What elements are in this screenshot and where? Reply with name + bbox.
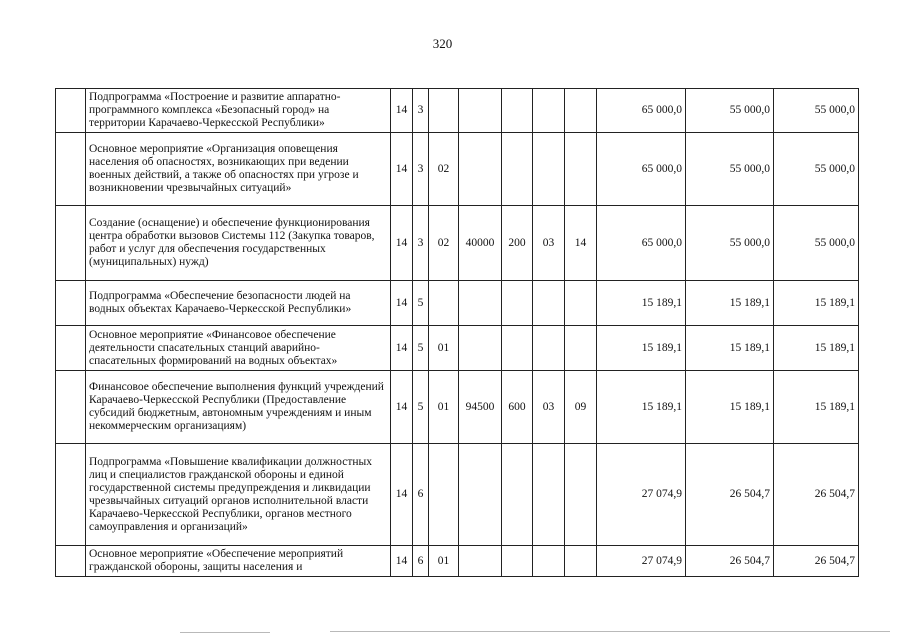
amount-year-3-cell: 26 504,7 bbox=[774, 546, 859, 577]
expense-type-cell bbox=[502, 326, 533, 371]
subsection-cell bbox=[565, 133, 597, 206]
subsection-cell bbox=[565, 546, 597, 577]
item-name-cell: Подпрограмма «Обеспечение безопасности людей на водных объектах Карачаево-Черкесской Республики» bbox=[86, 281, 391, 326]
amount-year-2-cell: 55 000,0 bbox=[686, 133, 774, 206]
amount-year-1-cell: 15 189,1 bbox=[597, 326, 686, 371]
scan-artifact-line bbox=[330, 631, 890, 632]
subsection-code-cell: 5 bbox=[413, 281, 429, 326]
subsection-cell: 09 bbox=[565, 371, 597, 444]
item-name-cell: Финансовое обеспечение выполнения функций учреждений Карачаево-Черкесской Республики (Предоставление субсидий бюджетным, автономным учреждениям и иным некоммерческим организациям) bbox=[86, 371, 391, 444]
item-name-cell: Подпрограмма «Построение и развитие аппаратно-программного комплекса «Безопасный город» на территории Карачаево-Черкесской Республики» bbox=[86, 89, 391, 133]
item-name-cell: Основное мероприятие «Финансовое обеспечение деятельности спасательных станций аварийно-спасательных формирований на водных объектах» bbox=[86, 326, 391, 371]
section-cell bbox=[533, 281, 565, 326]
section-code-cell: 14 bbox=[391, 326, 413, 371]
program-code-cell: 01 bbox=[429, 371, 459, 444]
direction-code-cell: 94500 bbox=[459, 371, 502, 444]
row-number-cell bbox=[56, 89, 86, 133]
subsection-cell bbox=[565, 281, 597, 326]
table-row bbox=[56, 326, 859, 371]
program-code-cell: 01 bbox=[429, 326, 459, 371]
amount-year-1-cell: 65 000,0 bbox=[597, 133, 686, 206]
amount-year-1-cell: 15 189,1 bbox=[597, 281, 686, 326]
direction-code-cell bbox=[459, 281, 502, 326]
row-number-cell bbox=[56, 326, 86, 371]
subsection-code-cell: 3 bbox=[413, 133, 429, 206]
program-code-cell bbox=[429, 444, 459, 546]
table-row bbox=[56, 89, 859, 133]
amount-year-1-cell: 65 000,0 bbox=[597, 89, 686, 133]
amount-year-2-cell: 55 000,0 bbox=[686, 206, 774, 281]
budget-table bbox=[55, 88, 859, 577]
section-cell bbox=[533, 546, 565, 577]
direction-code-cell bbox=[459, 546, 502, 577]
amount-year-3-cell: 15 189,1 bbox=[774, 371, 859, 444]
section-code-cell: 14 bbox=[391, 371, 413, 444]
amount-year-3-cell: 26 504,7 bbox=[774, 444, 859, 546]
subsection-code-cell: 3 bbox=[413, 206, 429, 281]
item-name-cell: Основное мероприятие «Организация оповещения населения об опасностях, возникающих при ведении военных действий, а также об опасностях при угрозе и возникновении чрезвычайных ситуаций» bbox=[86, 133, 391, 206]
subsection-cell: 14 bbox=[565, 206, 597, 281]
row-number-cell bbox=[56, 371, 86, 444]
expense-type-cell bbox=[502, 281, 533, 326]
subsection-cell bbox=[565, 326, 597, 371]
amount-year-1-cell: 27 074,9 bbox=[597, 444, 686, 546]
expense-type-cell bbox=[502, 444, 533, 546]
subsection-code-cell: 6 bbox=[413, 444, 429, 546]
amount-year-1-cell: 15 189,1 bbox=[597, 371, 686, 444]
row-number-cell bbox=[56, 206, 86, 281]
table-row bbox=[56, 444, 859, 546]
program-code-cell: 01 bbox=[429, 546, 459, 577]
item-name-cell: Подпрограмма «Повышение квалификации должностных лиц и специалистов гражданской обороны и единой государственной системы предупреждения и ликвидации чрезвычайных ситуаций органов исполнительной власти Карачаево-Черкесской Республики, органов местного самоуправления и организаций» bbox=[86, 444, 391, 546]
amount-year-2-cell: 15 189,1 bbox=[686, 371, 774, 444]
amount-year-2-cell: 15 189,1 bbox=[686, 281, 774, 326]
program-code-cell: 02 bbox=[429, 133, 459, 206]
amount-year-2-cell: 26 504,7 bbox=[686, 444, 774, 546]
direction-code-cell: 40000 bbox=[459, 206, 502, 281]
amount-year-3-cell: 55 000,0 bbox=[774, 206, 859, 281]
amount-year-2-cell: 55 000,0 bbox=[686, 89, 774, 133]
section-code-cell: 14 bbox=[391, 281, 413, 326]
amount-year-3-cell: 55 000,0 bbox=[774, 89, 859, 133]
amount-year-3-cell: 15 189,1 bbox=[774, 326, 859, 371]
expense-type-cell bbox=[502, 133, 533, 206]
row-number-cell bbox=[56, 546, 86, 577]
expense-type-cell bbox=[502, 89, 533, 133]
subsection-code-cell: 5 bbox=[413, 326, 429, 371]
section-code-cell: 14 bbox=[391, 206, 413, 281]
program-code-cell bbox=[429, 281, 459, 326]
section-cell: 03 bbox=[533, 371, 565, 444]
amount-year-3-cell: 55 000,0 bbox=[774, 133, 859, 206]
direction-code-cell bbox=[459, 444, 502, 546]
section-code-cell: 14 bbox=[391, 133, 413, 206]
row-number-cell bbox=[56, 281, 86, 326]
direction-code-cell bbox=[459, 133, 502, 206]
scan-artifact-line bbox=[180, 632, 270, 633]
subsection-code-cell: 3 bbox=[413, 89, 429, 133]
subsection-cell bbox=[565, 444, 597, 546]
program-code-cell: 02 bbox=[429, 206, 459, 281]
table-row bbox=[56, 133, 859, 206]
section-code-cell: 14 bbox=[391, 546, 413, 577]
amount-year-1-cell: 27 074,9 bbox=[597, 546, 686, 577]
table-row bbox=[56, 206, 859, 281]
subsection-cell bbox=[565, 89, 597, 133]
section-cell bbox=[533, 89, 565, 133]
table-row bbox=[56, 371, 859, 444]
row-number-cell bbox=[56, 133, 86, 206]
expense-type-cell: 600 bbox=[502, 371, 533, 444]
section-code-cell: 14 bbox=[391, 89, 413, 133]
amount-year-2-cell: 15 189,1 bbox=[686, 326, 774, 371]
section-code-cell: 14 bbox=[391, 444, 413, 546]
expense-type-cell: 200 bbox=[502, 206, 533, 281]
table-row bbox=[56, 281, 859, 326]
program-code-cell bbox=[429, 89, 459, 133]
section-cell bbox=[533, 133, 565, 206]
section-cell bbox=[533, 326, 565, 371]
section-cell: 03 bbox=[533, 206, 565, 281]
page-number: 320 bbox=[432, 36, 453, 51]
amount-year-1-cell: 65 000,0 bbox=[597, 206, 686, 281]
amount-year-2-cell: 26 504,7 bbox=[686, 546, 774, 577]
section-cell bbox=[533, 444, 565, 546]
table-row bbox=[56, 546, 859, 577]
item-name-cell: Основное мероприятие «Обеспечение мероприятий гражданской обороны, защиты населения и bbox=[86, 546, 391, 577]
direction-code-cell bbox=[459, 89, 502, 133]
subsection-code-cell: 5 bbox=[413, 371, 429, 444]
amount-year-3-cell: 15 189,1 bbox=[774, 281, 859, 326]
item-name-cell: Создание (оснащение) и обеспечение функционирования центра обработки вызовов Системы 112 (Закупка товаров, работ и услуг для обеспечения государственных (муниципальных) нужд) bbox=[86, 206, 391, 281]
direction-code-cell bbox=[459, 326, 502, 371]
row-number-cell bbox=[56, 444, 86, 546]
subsection-code-cell: 6 bbox=[413, 546, 429, 577]
expense-type-cell bbox=[502, 546, 533, 577]
